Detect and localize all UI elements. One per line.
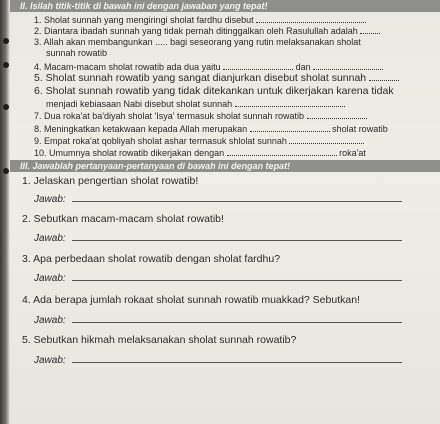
fill-item-text: sunnah rowatib	[46, 48, 108, 58]
answer-row-1	[34, 192, 402, 205]
fill-item-3	[34, 37, 361, 47]
fill-item-6	[34, 85, 394, 97]
binder-hole	[3, 38, 9, 44]
fill-item-text: 10. Umumnya sholat rowatib dikerjakan dengan	[34, 148, 225, 158]
answer-label: Jawab:	[34, 315, 66, 326]
fill-item-3-continued	[46, 48, 107, 58]
fill-item-1	[34, 14, 366, 25]
answer-line[interactable]	[72, 353, 402, 363]
question-text: 2. Sebutkan macam-macam sholat rowatib!	[22, 213, 224, 225]
fill-item-7	[34, 110, 367, 121]
answer-blank[interactable]	[250, 123, 330, 132]
fill-item-2	[34, 25, 380, 36]
section-2-header	[10, 0, 440, 12]
answer-row-3	[34, 271, 402, 284]
answer-line[interactable]	[72, 231, 402, 241]
fill-item-text: 3. Allah akan membangunkan ..... bagi seseorang yang rutin melaksanakan sholat	[34, 37, 361, 47]
fill-item-text: 7. Dua roka'at ba'diyah sholat 'Isya' termasuk sholat sunnah rowatib	[34, 111, 305, 121]
fill-item-text: 9. Empat roka'at qobliyah sholat ashar termasuk shlolat sunnah	[34, 136, 287, 146]
fill-item-4	[34, 61, 383, 72]
answer-blank[interactable]	[313, 61, 383, 70]
section-3-header	[10, 160, 440, 172]
answer-line[interactable]	[72, 313, 402, 323]
fill-item-10	[34, 147, 366, 158]
answer-label: Jawab:	[34, 233, 66, 244]
answer-line[interactable]	[72, 192, 402, 202]
question-text: 4. Ada berapa jumlah rokaat sholat sunnah rowatib muakkad? Sebutkan!	[22, 294, 360, 306]
fill-item-text: 8. Meningkatkan ketakwaan kepada Allah merupakan	[34, 124, 248, 134]
question-text: 3. Apa perbedaan sholat rowatib dengan sholat fardhu?	[22, 253, 281, 265]
fill-item-8	[34, 123, 388, 134]
answer-blank[interactable]	[223, 61, 293, 70]
fill-item-text: 4. Macam-macam sholat rowatib ada dua yaitu	[34, 62, 221, 72]
answer-blank[interactable]	[289, 135, 364, 144]
answer-blank[interactable]	[360, 25, 380, 34]
question-text: 5. Sebutkan hikmah melaksanakan sholat sunnah rowatib?	[22, 334, 297, 346]
fill-item-text: 1. Sholat sunnah yang mengiringi sholat fardhu disebut	[34, 15, 254, 25]
fill-item-tail: roka'at	[339, 148, 366, 158]
answer-blank[interactable]	[256, 14, 366, 23]
fill-item-6-continued	[46, 98, 345, 109]
essay-question-5	[22, 334, 296, 346]
answer-line[interactable]	[72, 271, 402, 281]
binder-hole	[3, 62, 9, 68]
fill-item-text: menjadi kebiasaan Nabi disebut sholat sunnah	[46, 99, 233, 109]
fill-item-text: 2. Diantara ibadah sunnah yang tidak pernah ditinggalkan oleh Rasulullah adalah	[34, 26, 358, 36]
essay-question-2	[22, 213, 224, 225]
answer-label: Jawab:	[34, 355, 66, 366]
answer-blank[interactable]	[307, 110, 367, 119]
answer-blank[interactable]	[235, 98, 345, 107]
binder-hole	[3, 104, 9, 110]
section-2-header-text: II. Isilah titik-titik di bawah ini dengan jawaban yang tepat!	[20, 1, 268, 11]
fill-item-tail: dan	[295, 62, 311, 72]
answer-row-2	[34, 231, 402, 244]
section-3-header-text: III. Jawablah pertanyaan-pertanyaan di bawah ini dengan tepat!	[20, 161, 291, 171]
fill-item-text: 5. Sholat sunnah rowatib yang sangat dianjurkan disebut sholat sunnah	[34, 72, 367, 84]
fill-item-tail: sholat rowatib	[332, 124, 388, 134]
fill-item-5	[34, 72, 399, 84]
question-text: 1. Jelaskan pengertian sholat rowatib!	[22, 175, 199, 187]
answer-row-4	[34, 313, 402, 326]
essay-question-4	[22, 294, 360, 306]
answer-row-5	[34, 353, 402, 366]
answer-label: Jawab:	[34, 194, 66, 205]
binder-hole	[3, 168, 9, 174]
essay-question-3	[22, 253, 280, 265]
essay-question-1	[22, 175, 198, 187]
answer-label: Jawab:	[34, 273, 66, 284]
answer-blank[interactable]	[227, 147, 337, 156]
fill-item-text: 6. Sholat sunnah rowatib yang tidak ditekankan untuk dikerjakan karena tidak	[34, 85, 394, 97]
answer-blank[interactable]	[369, 72, 399, 81]
fill-item-9	[34, 135, 364, 146]
